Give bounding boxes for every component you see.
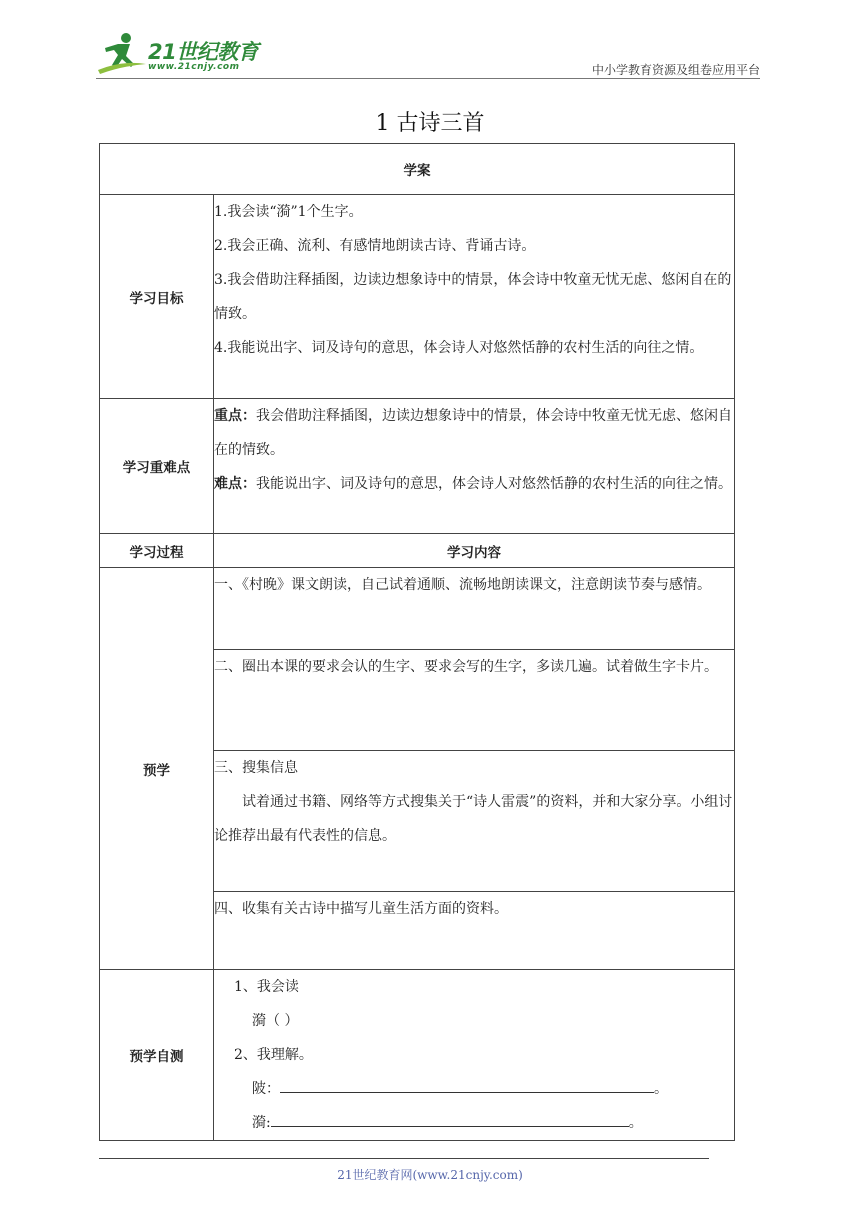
preview-item-4: 四、收集有关古诗中描写儿童生活方面的资料。 bbox=[214, 892, 735, 970]
goals-label: 学习目标 bbox=[100, 195, 214, 399]
q2-b-label: 漪: bbox=[252, 1115, 271, 1131]
q2-b-end: 。 bbox=[628, 1115, 643, 1131]
page-title: 1 古诗三首 bbox=[375, 111, 485, 136]
key-points-row bbox=[100, 399, 735, 534]
process-header: 学习过程 bbox=[100, 534, 214, 568]
self-test-label: 预学自测 bbox=[100, 970, 214, 1141]
focus-label: 重点： bbox=[214, 408, 256, 424]
header-platform-text: 中小学教育资源及组卷应用平台 bbox=[591, 63, 760, 77]
answer-blank[interactable] bbox=[271, 1108, 629, 1127]
goals-row bbox=[100, 195, 735, 399]
preview-item-3 bbox=[214, 751, 735, 892]
preview-item-1: 一、《村晚》课文朗读，自己试着通顺、流畅地朗读课文，注意朗读节奏与感情。 bbox=[214, 568, 735, 650]
self-test-q2-a bbox=[234, 1072, 734, 1106]
footer-divider bbox=[99, 1158, 709, 1159]
self-test-q1-item: 漪（ ） bbox=[252, 1013, 299, 1029]
answer-blank[interactable] bbox=[280, 1074, 654, 1093]
section-title: 学案 bbox=[100, 144, 735, 195]
difficulty-text: 我能说出字、词及诗句的意思，体会诗人对悠然恬静的农村生活的向往之情。 bbox=[256, 476, 732, 492]
goal-line: 1.我会读“漪”1个生字。 bbox=[214, 204, 363, 220]
goal-line: 3.我会借助注释插图，边读边想象诗中的情景，体会诗中牧童无忧无虑、悠闲自在的情致。 bbox=[214, 272, 732, 322]
preview-item-3-body: 试着通过书籍、网络等方式搜集关于“诗人雷震”的资料，并和大家分享。小组讨论推荐出最有代表性的信息。 bbox=[214, 794, 733, 844]
section-title-row bbox=[100, 144, 735, 195]
key-points-label: 学习重难点 bbox=[100, 399, 214, 534]
preview-row-1 bbox=[100, 568, 735, 650]
preview-item-3-title: 三、搜集信息 bbox=[214, 760, 298, 776]
preview-item-2: 二、圈出本课的要求会认的生字、要求会写的生字，多读几遍。试着做生字卡片。 bbox=[214, 650, 735, 751]
key-points-content bbox=[214, 399, 735, 534]
self-test-row bbox=[100, 970, 735, 1141]
difficulty-line bbox=[214, 467, 734, 501]
preview-label: 预学 bbox=[100, 568, 214, 970]
content-header: 学习内容 bbox=[214, 534, 735, 568]
runner-logo-icon bbox=[96, 30, 148, 76]
self-test-q2-b bbox=[234, 1106, 734, 1140]
footer-text[interactable]: 21世纪教育网(www.21cnjy.com) bbox=[337, 1168, 523, 1182]
lesson-table bbox=[99, 143, 735, 1141]
logo-url: www.21cnjy.com bbox=[148, 62, 240, 72]
logo bbox=[96, 30, 266, 76]
q2-a-label: 陂： bbox=[252, 1081, 280, 1097]
difficulty-label: 难点： bbox=[214, 476, 256, 492]
logo-text: 21世纪教育 bbox=[148, 40, 259, 64]
goal-line: 2.我会正确、流利、有感情地朗读古诗、背诵古诗。 bbox=[214, 238, 536, 254]
focus-text: 我会借助注释插图，边读边想象诗中的情景，体会诗中牧童无忧无虑、悠闲自在的情致。 bbox=[214, 408, 732, 458]
focus-line bbox=[214, 399, 734, 467]
self-test-q2: 2、我理解。 bbox=[234, 1047, 313, 1063]
goal-line: 4.我能说出字、词及诗句的意思，体会诗人对悠然恬静的农村生活的向往之情。 bbox=[214, 340, 704, 356]
self-test-q1: 1、我会读 bbox=[234, 979, 299, 995]
goals-content bbox=[214, 195, 735, 399]
page-header bbox=[96, 30, 760, 78]
header-divider bbox=[96, 78, 760, 79]
process-header-row bbox=[100, 534, 735, 568]
q2-a-end: 。 bbox=[654, 1081, 668, 1097]
self-test-content bbox=[214, 970, 735, 1141]
